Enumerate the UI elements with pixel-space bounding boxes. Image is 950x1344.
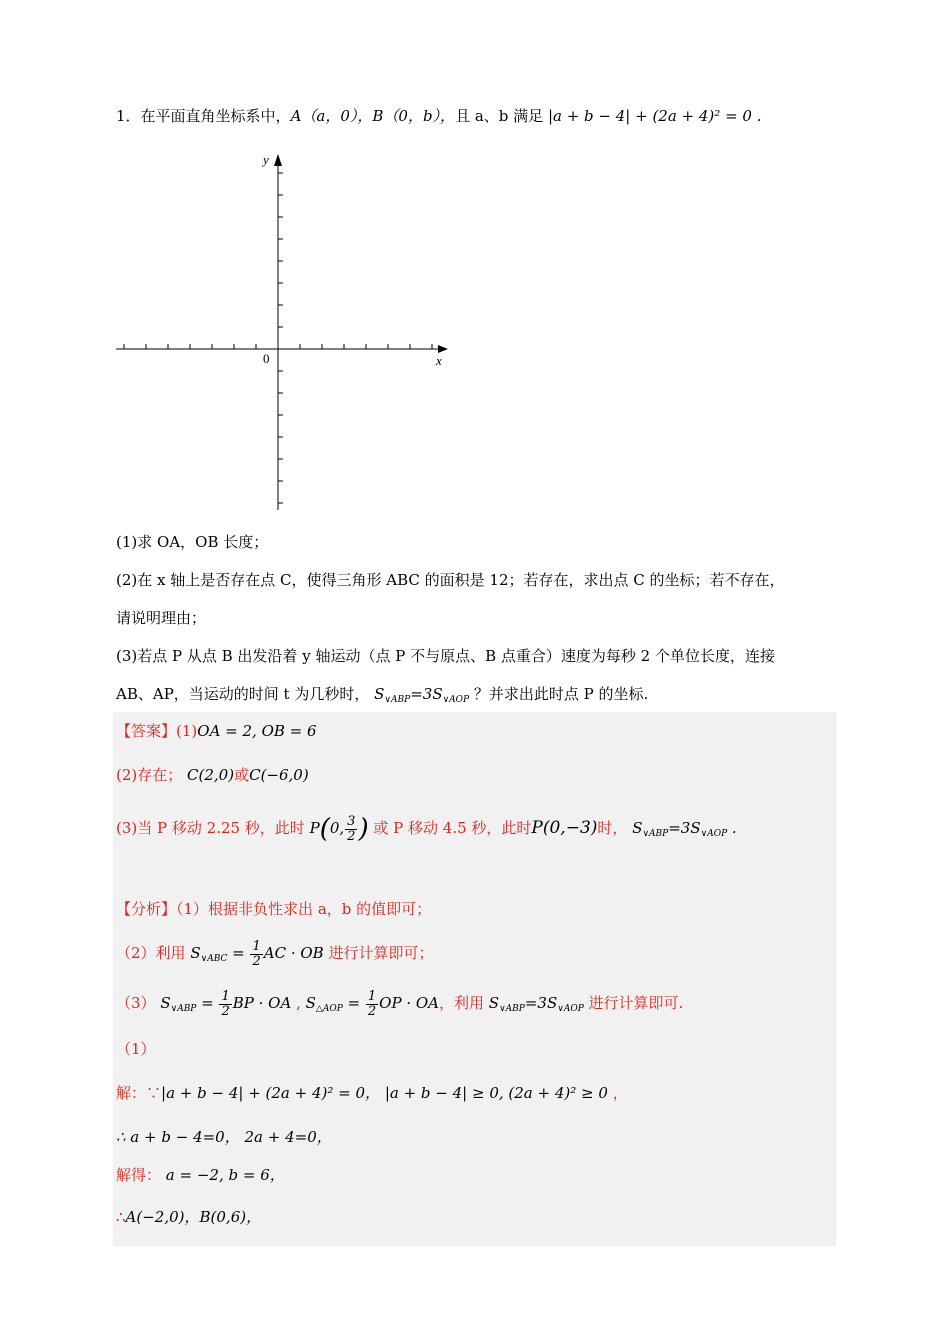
solution-line-2: ∴ a + b − 4=0， 2a + 4=0，: [116, 1128, 332, 1146]
analysis-1: 【分析】（1）根据非负性求出 a，b 的值即可；: [116, 900, 432, 918]
answer-2: (2)存在； C(2,0)或C(−6,0): [116, 766, 309, 784]
part-2-line-1: (2)在 x 轴上是否存在点 C，使得三角形 ABC 的面积是 12；若存在，求出点 C 的坐标；若不存在，: [116, 571, 785, 589]
answer-2-c2: C(−6,0): [249, 766, 309, 784]
x-axis-arrow: [438, 345, 448, 353]
answer-2-c1: C(2,0): [187, 766, 235, 784]
analysis-2-formula: $S_{\vee ABC}$ = $\frac{1}{2}$ AC · OB: [190, 938, 324, 969]
x-axis-label: x: [436, 353, 442, 368]
part-3-line-2-b: ？并求出此时点 P 的坐标.: [473, 685, 649, 703]
question-number: 1．: [116, 107, 141, 125]
coordinate-axes-figure: [112, 150, 452, 515]
part-3-line-2: [116, 684, 648, 710]
analysis-3: （3） $S_{\vee ABP}$ = $\frac{1}{2}$ BP · OA , $S_{\triangle AOP}$ = $\frac{1}{2}$ OP · OA，利用 $S_{\vee ABP}=3S_{\vee AOP}$ 进行计算即可.: [116, 988, 684, 1019]
analysis-3-formula-3: $S_{\vee ABP}=3S_{\vee AOP}$: [488, 994, 584, 1014]
y-axis-arrow: [274, 154, 282, 166]
answer-3-p2: P(0,−3): [531, 818, 598, 838]
answer-3-area: $S_{\vee ABP}=3S_{\vee AOP}$ .: [632, 819, 737, 839]
solution-line-4: ∴A(−2,0)，B(0,6)，: [116, 1208, 262, 1226]
y-axis-label: y: [263, 152, 269, 167]
part-3-line-1: (3)若点 P 从点 B 出发沿着 y 轴运动（点 P 不与原点、B 点重合）速度为每秒 2 个单位长度，连接: [116, 647, 775, 665]
part-3-line-2-a: AB、AP，当运动的时间 t 为几秒时，: [116, 685, 370, 703]
solution-line-1: 解：∵|a + b − 4| + (2a + 4)² = 0， |a + b − 4| ≥ 0, (2a + 4)² ≥ 0 ，: [116, 1084, 628, 1102]
stem-equation: |a + b − 4| + (2a + 4)² = 0 .: [547, 107, 762, 125]
solution-line-3: 解得： a = −2, b = 6，: [116, 1166, 285, 1184]
answer-1-eq: OA = 2, OB = 6: [197, 722, 317, 740]
part-1: (1)求 OA，OB 长度；: [116, 533, 269, 551]
answer-3-p1: P(0, $\frac{3}{2}$ ): [309, 813, 369, 844]
answer-tag: 【答案】: [116, 722, 177, 740]
solution-part-1: （1）: [116, 1040, 156, 1058]
origin-label: 0: [263, 351, 270, 366]
analysis-2: （2）利用 $S_{\vee ABC}$ = $\frac{1}{2}$ AC · OB 进行计算即可；: [116, 938, 434, 969]
stem-condition: 且 a、b 满足: [455, 107, 544, 125]
analysis-3-formula-2: $S_{\triangle AOP}$ = $\frac{1}{2}$ OP · OA: [305, 988, 439, 1019]
answer-1: 【答案】(1)OA = 2, OB = 6: [116, 722, 317, 740]
analysis-tag: 【分析】: [116, 900, 177, 918]
part-2-line-2: 请说明理由；: [116, 609, 207, 627]
stem-prefix: 在平面直角坐标系中，: [140, 107, 291, 125]
question-stem: [116, 106, 761, 126]
area-relation: $S_{\vee ABP}=3S_{\vee AOP}$: [374, 685, 470, 705]
stem-points: A（a，0），B（0，b），: [290, 107, 456, 125]
analysis-3-formula-1: $S_{\vee ABP}$ = $\frac{1}{2}$ BP · OA: [160, 988, 292, 1019]
answer-3: (3)当 P 移动 2.25 秒，此时 P(0, $\frac{3}{2}$ ) 或 P 移动 4.5 秒，此时P(0,−3)时， $S_{\vee ABP}=3S_{\vee AOP}$ .: [116, 813, 737, 844]
